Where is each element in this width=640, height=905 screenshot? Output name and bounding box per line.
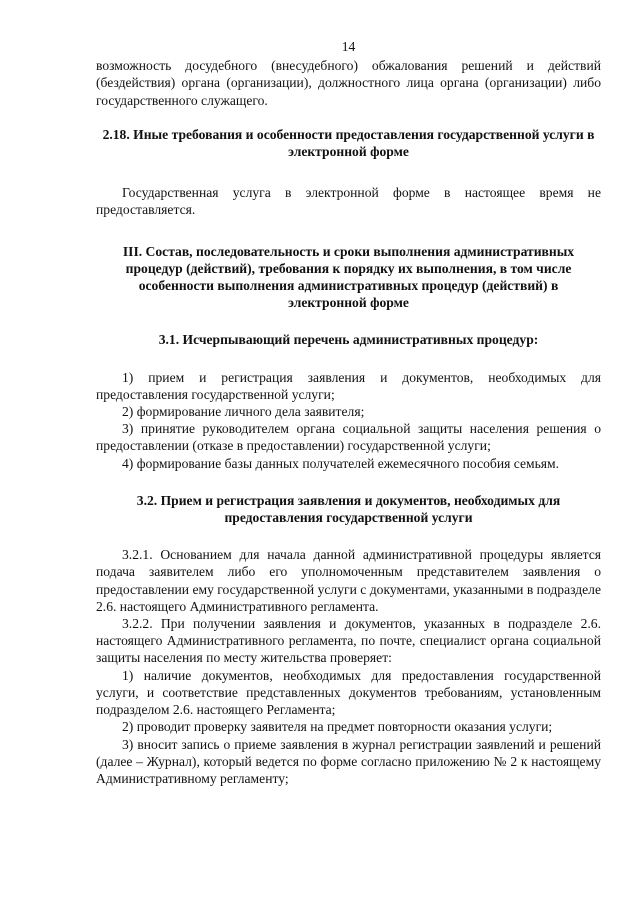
page-number: 14 xyxy=(341,39,356,54)
section-2-18-heading: 2.18. Иные требования и особенности предоставления государственной услуги в электронной форме xyxy=(102,126,595,160)
section-3-2-heading: 3.2. Прием и регистрация заявления и документов, необходимых для предоставления государственной услуги xyxy=(136,492,561,526)
list-item: 3) принятие руководителем органа социальной защиты населения решения о предоставлении (отказе в предоставлении) государственной услуги; xyxy=(96,421,601,454)
list-item: 1) прием и регистрация заявления и документов, необходимых для предоставления государственной услуги; xyxy=(96,369,601,402)
paragraph: 2) проводит проверку заявителя на предмет повторности оказания услуги; xyxy=(122,719,553,735)
paragraph: 1) наличие документов, необходимых для предоставления государственной услуги, и соответствие представленных документов требованиям, установленным подразделом 2.6. настоящего Регламента; xyxy=(96,667,601,718)
section-3-heading: III. Состав, последовательность и сроки выполнения административных процедур (действий), требования к порядку их выполнения, в том числе особенности выполнения административных процедур (действий) в электронной форме xyxy=(122,243,575,311)
paragraph: 3) вносит запись о приеме заявления в журнал регистрации заявлений и решений (далее – Журнал), который ведется по форме согласно приложению № 2 к настоящему Административному регламенту; xyxy=(96,736,601,786)
section-3-1-heading: 3.1. Исчерпывающий перечень административных процедур: xyxy=(158,332,539,348)
section-2-18-text: Государственная услуга в электронной форме в настоящее время не предоставляется. xyxy=(96,185,601,218)
intro-paragraph: возможность досудебного (внесудебного) обжалования решений и действий (бездействия) органа (организации), должностного лица органа (организации) либо государственного служащего. xyxy=(96,58,601,108)
list-item: 4) формирование базы данных получателей ежемесячного пособия семьям. xyxy=(122,455,560,471)
list-item: 2) формирование личного дела заявителя; xyxy=(122,404,365,420)
paragraph: 3.2.1. Основанием для начала данной административной процедуры является подача заявителем либо его уполномоченным представителем заявления о предоставлении ему государственной услуги с документами, указанными в подразделе 2.6. настоящего Административного регламента. xyxy=(96,547,601,614)
paragraph: 3.2.2. При получении заявления и документов, указанных в подразделе 2.6. настоящего Административного регламента, по почте, специалист органа социальной защиты населения по месту жительства проверяет: xyxy=(96,616,601,666)
document-page xyxy=(96,38,601,787)
